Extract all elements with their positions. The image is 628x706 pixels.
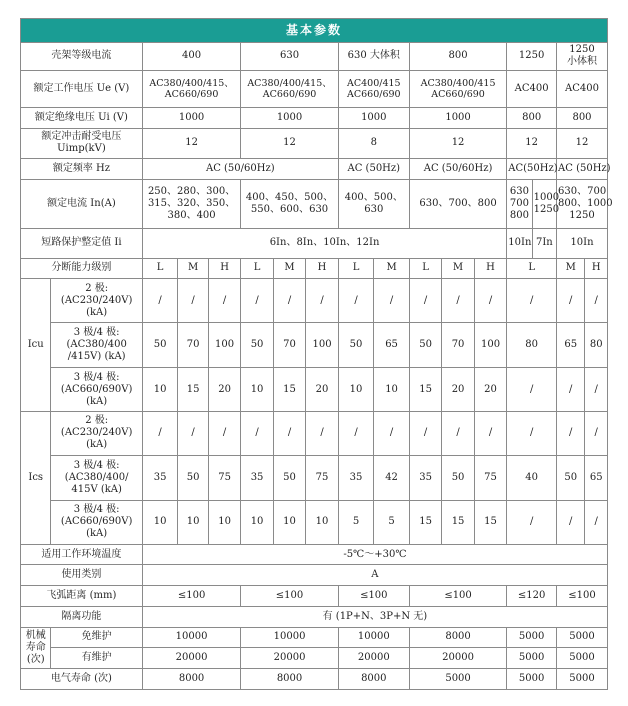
ics-cell: 50 — [178, 455, 208, 501]
icu-cell: 10 — [241, 368, 273, 412]
arc-630-large: ≤100 — [338, 586, 409, 607]
grade-cell: L — [507, 258, 557, 279]
ics-cell: / — [507, 411, 557, 455]
in-400-l2: 315、320、350、 — [147, 198, 236, 210]
frame-current-row — [21, 42, 608, 70]
arc-400: ≤100 — [142, 586, 240, 607]
frame-630: 630 — [241, 42, 338, 70]
isolation-row — [21, 606, 608, 627]
ics-cell: / — [338, 411, 374, 455]
ics-cell: / — [557, 501, 585, 545]
frame-400: 400 — [142, 42, 240, 70]
mech-free-label: 免维护 — [51, 627, 142, 648]
row-label: 壳架等级电流 — [21, 42, 143, 70]
in-1250-small-l1: 630、700 — [558, 186, 607, 198]
ics-cell: 75 — [474, 455, 506, 501]
icu-sub1-l1: 2 极: — [85, 282, 109, 294]
icu-sub2-l3: /415V) (kA) — [67, 351, 126, 363]
row-label: 额定电流 In(A) — [21, 179, 143, 229]
ics-sub3-l3: (kA) — [86, 528, 108, 540]
ui-row — [21, 108, 608, 129]
ics-cell: / — [585, 501, 608, 545]
in-1250-b-l1: 1000 — [533, 192, 560, 204]
icu-cell: 10 — [338, 368, 374, 412]
mech-life-label-l2: (次) — [26, 653, 45, 665]
arc-1250: ≤120 — [507, 586, 557, 607]
row-label: 飞弧距离 (mm) — [21, 586, 143, 607]
grade-cell: M — [442, 258, 474, 279]
elec-630: 8000 — [241, 669, 338, 690]
ics-cell: 15 — [442, 501, 474, 545]
ue-400-l2: AC660/690 — [164, 89, 219, 100]
icu-sub-label — [51, 322, 142, 368]
icu-cell: / — [142, 279, 178, 323]
icu-cell: / — [507, 279, 557, 323]
in-1250-a-l1: 630 — [509, 186, 530, 198]
elec-life-row — [21, 669, 608, 690]
ics-sub3-l2: (AC660/690V) — [60, 516, 133, 528]
icu-label: Icu — [21, 279, 51, 412]
icu-cell: 20 — [442, 368, 474, 412]
mech-maint-row — [21, 648, 608, 669]
ics-cell: 35 — [338, 455, 374, 501]
icu-sub3-l1: 3 极/4 极: — [73, 371, 120, 383]
icu-sub1-l3: (kA) — [86, 306, 108, 318]
icu-cell: 10 — [142, 368, 178, 412]
ics-cell: / — [474, 411, 506, 455]
icu-cell: / — [557, 279, 585, 323]
mech-life-label-l1: 机械寿命 — [25, 629, 46, 653]
grade-row — [21, 258, 608, 279]
ics-cell: 5 — [338, 501, 374, 545]
ue-630 — [241, 70, 338, 107]
ics-sub2-l1: 3 极/4 极: — [73, 459, 120, 471]
icu-cell: 50 — [241, 322, 273, 368]
ui-800: 1000 — [409, 108, 506, 129]
in-800: 630、700、800 — [409, 179, 506, 229]
ics-cell: / — [178, 411, 208, 455]
ii-1250-b: 7In — [532, 229, 556, 258]
ue-row — [21, 70, 608, 107]
icu-cell: 50 — [409, 322, 441, 368]
row-label: 使用类别 — [21, 565, 143, 586]
ics-sub3-l1: 3 极/4 极: — [73, 504, 120, 516]
ics-cell: 50 — [557, 455, 585, 501]
ics-cell: / — [507, 501, 557, 545]
icu-cell: 80 — [585, 322, 608, 368]
uimp-630-large: 8 — [338, 128, 409, 158]
grade-cell: L — [338, 258, 374, 279]
ics-row-1 — [21, 411, 608, 455]
ics-cell: / — [585, 411, 608, 455]
icu-cell: 70 — [273, 322, 305, 368]
elec-400: 8000 — [142, 669, 240, 690]
mech-free-800: 8000 — [409, 627, 506, 648]
ue-630-l2: AC660/690 — [262, 89, 317, 100]
ics-cell: 15 — [474, 501, 506, 545]
ics-sub-label — [51, 455, 142, 501]
ics-cell: 10 — [273, 501, 305, 545]
frame-1250-small — [557, 42, 608, 70]
mech-maint-label: 有维护 — [51, 648, 142, 669]
icu-cell: 100 — [208, 322, 240, 368]
ics-cell: 10 — [208, 501, 240, 545]
ics-cell: / — [208, 411, 240, 455]
ics-sub-label — [51, 411, 142, 455]
icu-cell: / — [374, 279, 410, 323]
uimp-label-l2: Uimp(kV) — [57, 143, 106, 155]
arc-800: ≤100 — [409, 586, 506, 607]
icu-cell: / — [409, 279, 441, 323]
grade-cell: M — [178, 258, 208, 279]
icu-cell: 70 — [442, 322, 474, 368]
mech-free-630: 10000 — [241, 627, 338, 648]
ue-630-large-l1: AC400/415 — [346, 77, 401, 89]
in-1250-a-l3: 800 — [509, 210, 530, 222]
ics-sub1-l2: (AC230/240V) — [60, 427, 133, 439]
title-row — [21, 19, 608, 43]
ics-cell: 42 — [374, 455, 410, 501]
ui-630-large: 1000 — [338, 108, 409, 129]
mech-maint-400: 20000 — [142, 648, 240, 669]
freq-800: AC (50/60Hz) — [409, 158, 506, 179]
rated-current-row — [21, 179, 608, 229]
grade-cell: L — [241, 258, 273, 279]
ii-row — [21, 229, 608, 258]
grade-cell: H — [474, 258, 506, 279]
in-1250-a — [507, 179, 532, 229]
grade-cell: H — [306, 258, 338, 279]
icu-cell: 15 — [409, 368, 441, 412]
mech-maint-630: 20000 — [241, 648, 338, 669]
elec-630-large: 8000 — [338, 669, 409, 690]
ics-sub1-l3: (kA) — [86, 439, 108, 451]
ue-400 — [142, 70, 240, 107]
mech-maint-800: 20000 — [409, 648, 506, 669]
ics-cell: 65 — [585, 455, 608, 501]
ics-sub-label — [51, 501, 142, 545]
row-label: 适用工作环境温度 — [21, 544, 143, 565]
arc-distance-row — [21, 586, 608, 607]
mech-free-1250: 5000 — [507, 627, 557, 648]
icu-row-1 — [21, 279, 608, 323]
ics-cell: / — [273, 411, 305, 455]
in-630 — [241, 179, 338, 229]
in-1250-b-l2: 1250 — [533, 204, 560, 216]
temperature-row — [21, 544, 608, 565]
icu-cell: / — [306, 279, 338, 323]
category-row — [21, 565, 608, 586]
icu-sub-label — [51, 368, 142, 412]
row-label: 电气寿命 (次) — [21, 669, 143, 690]
ics-cell: 35 — [241, 455, 273, 501]
icu-cell: 80 — [507, 322, 557, 368]
in-630-large-l2: 630 — [364, 204, 384, 216]
in-630-large-l1: 400、500、 — [344, 192, 403, 204]
ui-630: 1000 — [241, 108, 338, 129]
ics-cell: / — [306, 411, 338, 455]
ue-800-l1: AC380/400/415 — [420, 77, 496, 89]
ui-400: 1000 — [142, 108, 240, 129]
ics-cell: 10 — [178, 501, 208, 545]
ii-1250-a: 10In — [507, 229, 532, 258]
isolation-value: 有 (1P+N、3P+N 无) — [142, 606, 607, 627]
icu-cell: 20 — [208, 368, 240, 412]
icu-cell: / — [585, 368, 608, 412]
grade-cell: M — [273, 258, 305, 279]
table-title: 基本参数 — [21, 19, 608, 43]
ics-label: Ics — [21, 411, 51, 544]
icu-sub2-l2: (AC380/400 — [66, 339, 127, 351]
icu-cell: 15 — [273, 368, 305, 412]
icu-cell: 20 — [474, 368, 506, 412]
ics-sub2-l2: (AC380/400/ — [64, 471, 129, 483]
icu-cell: / — [338, 279, 374, 323]
icu-sub-label — [51, 279, 142, 323]
elec-1250: 5000 — [507, 669, 557, 690]
frame-630-large: 630 大体积 — [338, 42, 409, 70]
frame-1250-small-l1: 1250 — [569, 44, 595, 56]
ics-cell: / — [142, 411, 178, 455]
icu-row-2 — [21, 322, 608, 368]
grade-cell: M — [374, 258, 410, 279]
ue-1250: AC400 — [507, 70, 557, 107]
in-400-l3: 380、400 — [167, 210, 216, 222]
freq-1250-small: AC (50Hz) — [557, 158, 608, 179]
temperature-value: -5℃～+30℃ — [142, 544, 607, 565]
mech-maint-1250-small: 5000 — [557, 648, 608, 669]
frame-1250-small-l2: 小体积 — [567, 56, 597, 68]
ics-cell: 50 — [442, 455, 474, 501]
freq-1250: AC(50Hz) — [507, 158, 557, 179]
icu-cell: / — [507, 368, 557, 412]
uimp-1250: 12 — [507, 128, 557, 158]
ue-1250-small: AC400 — [557, 70, 608, 107]
uimp-label-l1: 额定冲击耐受电压 — [41, 131, 122, 143]
ii-1250-small: 10In — [557, 229, 608, 258]
mech-free-1250-small: 5000 — [557, 627, 608, 648]
icu-sub3-l3: (kA) — [86, 395, 108, 407]
arc-630: ≤100 — [241, 586, 338, 607]
icu-row-3 — [21, 368, 608, 412]
ue-630-large — [338, 70, 409, 107]
ue-630-l1: AC380/400/415、 — [247, 77, 332, 89]
ics-cell: / — [374, 411, 410, 455]
mech-free-row — [21, 627, 608, 648]
ue-400-l1: AC380/400/415、 — [149, 77, 234, 89]
icu-sub2-l1: 3 极/4 极: — [73, 327, 120, 339]
ics-cell: 15 — [409, 501, 441, 545]
parameter-sheet — [20, 18, 613, 690]
freq-630-large: AC (50Hz) — [338, 158, 409, 179]
uimp-400: 12 — [142, 128, 240, 158]
icu-cell: 100 — [306, 322, 338, 368]
ics-row-2 — [21, 455, 608, 501]
row-label: 额定绝缘电压 Ui (V) — [21, 108, 143, 129]
in-630-large — [338, 179, 409, 229]
ics-cell: / — [241, 411, 273, 455]
ics-cell: 10 — [306, 501, 338, 545]
category-value: A — [142, 565, 607, 586]
icu-cell: 50 — [338, 322, 374, 368]
frame-1250: 1250 — [507, 42, 557, 70]
row-label: 短路保护整定值 Ii — [21, 229, 143, 258]
icu-cell: 50 — [142, 322, 178, 368]
in-1250-small-l3: 1250 — [569, 210, 595, 222]
arc-1250-small: ≤100 — [557, 586, 608, 607]
row-label: 额定工作电压 Ue (V) — [21, 70, 143, 107]
in-1250-small — [557, 179, 613, 229]
ui-1250: 800 — [507, 108, 557, 129]
icu-cell: / — [241, 279, 273, 323]
in-400 — [142, 179, 240, 229]
ii-main: 6In、8In、10In、12In — [142, 229, 506, 258]
in-1250-b — [532, 179, 560, 229]
in-400-l1: 250、280、300、 — [147, 186, 236, 198]
ics-cell: 10 — [241, 501, 273, 545]
uimp-800: 12 — [409, 128, 506, 158]
ics-sub1-l1: 2 极: — [85, 415, 109, 427]
mech-free-400: 10000 — [142, 627, 240, 648]
icu-cell: / — [208, 279, 240, 323]
ics-cell: 35 — [409, 455, 441, 501]
icu-cell: 100 — [474, 322, 506, 368]
in-630-l2: 550、600、630 — [250, 204, 329, 216]
ics-cell: 50 — [273, 455, 305, 501]
grade-cell: L — [409, 258, 441, 279]
uimp-630: 12 — [241, 128, 338, 158]
ics-cell: 5 — [374, 501, 410, 545]
ics-cell: / — [442, 411, 474, 455]
grade-cell: L — [142, 258, 178, 279]
grade-cell: M — [557, 258, 585, 279]
icu-cell: / — [557, 368, 585, 412]
mech-free-630-large: 10000 — [338, 627, 409, 648]
icu-cell: / — [442, 279, 474, 323]
row-label: 分断能力级别 — [21, 258, 143, 279]
icu-sub1-l2: (AC230/240V) — [60, 294, 133, 306]
uimp-1250-small: 12 — [557, 128, 608, 158]
ue-630-large-l2: AC660/690 — [346, 89, 401, 100]
icu-cell: 70 — [178, 322, 208, 368]
mech-life-label — [21, 627, 51, 668]
icu-cell: / — [474, 279, 506, 323]
row-label — [21, 128, 143, 158]
ics-cell: 40 — [507, 455, 557, 501]
icu-cell: / — [585, 279, 608, 323]
in-630-l1: 400、450、500、 — [245, 192, 334, 204]
grade-cell: H — [585, 258, 608, 279]
basic-parameters-table — [20, 18, 613, 690]
icu-cell: 15 — [178, 368, 208, 412]
elec-800: 5000 — [409, 669, 506, 690]
in-1250-small-l2: 800、1000 — [558, 198, 613, 210]
ui-1250-small: 800 — [557, 108, 608, 129]
freq-400-630: AC (50/60Hz) — [142, 158, 338, 179]
ics-cell: 35 — [142, 455, 178, 501]
ics-cell: 10 — [142, 501, 178, 545]
icu-cell: / — [273, 279, 305, 323]
ics-cell: / — [557, 411, 585, 455]
elec-1250-small: 5000 — [557, 669, 608, 690]
icu-cell: / — [178, 279, 208, 323]
icu-cell: 10 — [374, 368, 410, 412]
icu-cell: 65 — [557, 322, 585, 368]
frame-800: 800 — [409, 42, 506, 70]
row-label: 额定频率 Hz — [21, 158, 143, 179]
uimp-row — [21, 128, 608, 158]
mech-maint-1250: 5000 — [507, 648, 557, 669]
mech-maint-630-large: 20000 — [338, 648, 409, 669]
row-label: 隔离功能 — [21, 606, 143, 627]
grade-cell: H — [208, 258, 240, 279]
ics-cell: 75 — [306, 455, 338, 501]
icu-cell: 65 — [374, 322, 410, 368]
frequency-row — [21, 158, 608, 179]
in-1250-a-l2: 700 — [509, 198, 530, 210]
ics-row-3 — [21, 501, 608, 545]
icu-cell: 20 — [306, 368, 338, 412]
ics-sub2-l3: 415V (kA) — [71, 483, 122, 495]
ue-800-l2: AC660/690 — [431, 89, 485, 100]
ics-cell: / — [409, 411, 441, 455]
icu-sub3-l2: (AC660/690V) — [60, 383, 133, 395]
ics-cell: 75 — [208, 455, 240, 501]
ue-800 — [409, 70, 506, 107]
